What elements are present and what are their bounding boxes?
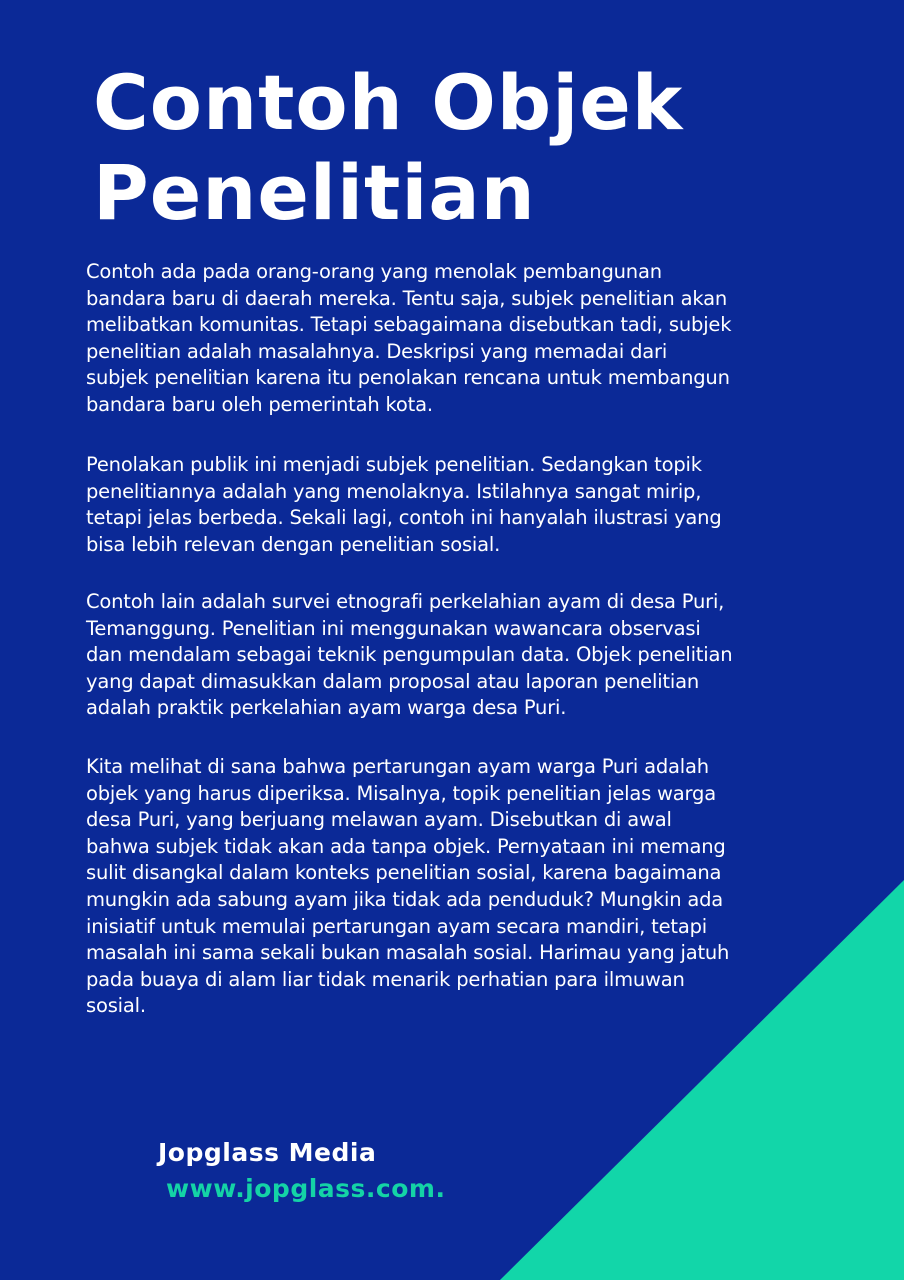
text-line: mungkin ada sabung ayam jika tidak ada penduduk? Mungkin ada: [86, 887, 724, 911]
paragraph-2: [86, 452, 722, 558]
text-line: desa Puri, yang berjuang melawan ayam. Disebutkan di awal: [86, 808, 672, 832]
text-line: adalah praktik perkelahian ayam warga desa Puri.: [86, 696, 567, 720]
page-title: [93, 58, 683, 238]
text-line: melibatkan komunitas. Tetapi sebagaimana disebutkan tadi, subjek: [86, 313, 732, 337]
brand-name: Jopglass Media: [158, 1138, 377, 1167]
text-line: sulit disangkal dalam konteks penelitian sosial, karena bagaimana: [86, 861, 722, 885]
text-line: subjek penelitian karena itu penolakan rencana untuk membangun: [86, 366, 730, 390]
text-line: Contoh lain adalah survei etnografi perkelahian ayam di desa Puri,: [86, 590, 725, 613]
text-line: Penolakan publik ini menjadi subjek penelitian. Sedangkan topik: [86, 453, 702, 476]
paragraph-4: [86, 754, 729, 1020]
text-line: masalah ini sama sekali bukan masalah sosial. Harimau yang jatuh: [86, 941, 730, 965]
text-line: bandara baru oleh pemerintah kota.: [86, 392, 433, 416]
text-line: Contoh ada pada orang-orang yang menolak pembangunan: [86, 260, 662, 283]
text-line: tetapi jelas berbeda. Sekali lagi, contoh ini hanyalah ilustrasi yang: [86, 506, 722, 530]
paragraph-1: [86, 259, 731, 419]
text-line: pada buaya di alam liar tidak menarik perhatian para ilmuwan: [86, 967, 685, 991]
text-line: inisiatif untuk memulai pertarungan ayam secara mandiri, tetapi: [86, 914, 707, 938]
text-line: bisa lebih relevan dengan penelitian sosial.: [86, 532, 501, 556]
text-line: objek yang harus diperiksa. Misalnya, topik penelitian jelas warga: [86, 781, 716, 805]
title-line: Penelitian: [93, 148, 536, 237]
paragraph-3: [86, 589, 732, 722]
text-line: penelitian adalah masalahnya. Deskripsi yang memadai dari: [86, 339, 668, 363]
text-line: dan mendalam sebagai teknik pengumpulan data. Objek penelitian: [86, 643, 733, 667]
text-line: Temanggung. Penelitian ini menggunakan wawancara observasi: [86, 616, 701, 640]
title-line: Contoh Objek: [93, 58, 684, 147]
text-line: sosial.: [86, 994, 146, 1018]
text-line: Kita melihat di sana bahwa pertarungan ayam warga Puri adalah: [86, 755, 709, 778]
text-line: penelitiannya adalah yang menolaknya. Istilahnya sangat mirip,: [86, 479, 702, 503]
text-line: bandara baru di daerah mereka. Tentu saja, subjek penelitian akan: [86, 286, 727, 310]
website-link[interactable]: www.jopglass.com.: [166, 1174, 446, 1203]
text-line: bahwa subjek tidak akan ada tanpa objek. Pernyataan ini memang: [86, 834, 726, 858]
text-line: yang dapat dimasukkan dalam proposal atau laporan penelitian: [86, 669, 699, 693]
